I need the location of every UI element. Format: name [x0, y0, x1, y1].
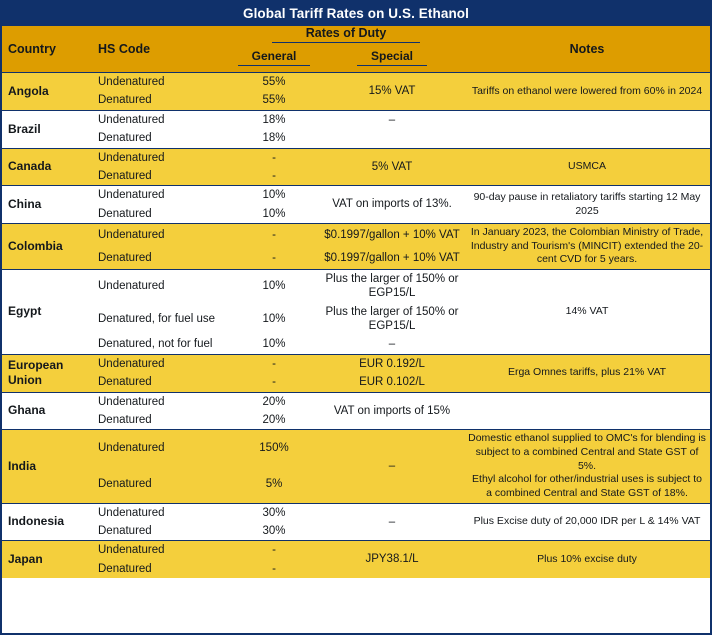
tariff-table	[2, 26, 710, 578]
column-header-special-label: Special	[357, 49, 427, 66]
column-header-general-label: General	[238, 49, 311, 66]
cell-hs-code: Undenatured	[90, 186, 228, 205]
cell-notes: 14% VAT	[464, 269, 710, 354]
cell-general-rate: 20%	[228, 392, 320, 411]
cell-hs-code: Denatured, for fuel use	[90, 303, 228, 336]
table-row	[2, 503, 710, 522]
table-row	[2, 392, 710, 411]
cell-hs-code: Denatured	[90, 522, 228, 541]
cell-general-rate: 18%	[228, 129, 320, 148]
cell-hs-code: Undenatured	[90, 224, 228, 247]
cell-notes: Domestic ethanol supplied to OMC's for blending is subject to a combined Central and State GST of 5%. Ethyl alcohol for other/industrial uses is subject to a combined Central and State GST of 18%.	[464, 430, 710, 503]
cell-general-rate: 55%	[228, 91, 320, 110]
column-header-notes: Notes	[464, 26, 710, 73]
cell-notes	[464, 110, 710, 148]
cell-hs-code: Denatured	[90, 205, 228, 224]
cell-hs-code: Undenatured	[90, 269, 228, 302]
table-row	[2, 269, 710, 302]
cell-notes: Plus 10% excise duty	[464, 541, 710, 578]
cell-general-rate: 10%	[228, 335, 320, 354]
cell-special-rate: Plus the larger of 150% or EGP15/L	[320, 303, 464, 336]
table-header	[2, 26, 710, 73]
document-title: Global Tariff Rates on U.S. Ethanol	[2, 2, 710, 26]
cell-hs-code: Undenatured	[90, 73, 228, 92]
cell-country: China	[2, 186, 90, 224]
cell-notes: Plus Excise duty of 20,000 IDR per L & 14% VAT	[464, 503, 710, 541]
cell-hs-code: Denatured, not for fuel	[90, 335, 228, 354]
table-row	[2, 541, 710, 560]
cell-country: Ghana	[2, 392, 90, 430]
cell-hs-code: Undenatured	[90, 392, 228, 411]
cell-hs-code: Denatured	[90, 246, 228, 269]
table-row	[2, 354, 710, 373]
cell-general-rate: 30%	[228, 503, 320, 522]
cell-general-rate: -	[228, 167, 320, 186]
cell-hs-code: Denatured	[90, 373, 228, 392]
cell-hs-code: Denatured	[90, 167, 228, 186]
cell-special-rate: Plus the larger of 150% or EGP15/L	[320, 269, 464, 302]
column-header-hs-code: HS Code	[90, 26, 228, 73]
cell-notes	[464, 392, 710, 430]
column-header-general	[228, 46, 320, 73]
cell-general-rate: -	[228, 148, 320, 167]
cell-hs-code: Denatured	[90, 466, 228, 503]
cell-general-rate: 20%	[228, 411, 320, 430]
cell-country: Angola	[2, 73, 90, 111]
table-row	[2, 430, 710, 467]
table-row	[2, 148, 710, 167]
cell-country: Egypt	[2, 269, 90, 354]
cell-country: European Union	[2, 354, 90, 392]
cell-hs-code: Denatured	[90, 91, 228, 110]
cell-general-rate: -	[228, 373, 320, 392]
cell-hs-code: Undenatured	[90, 148, 228, 167]
cell-general-rate: 18%	[228, 110, 320, 129]
table-body	[2, 73, 710, 579]
cell-general-rate: -	[228, 224, 320, 247]
cell-special-rate: VAT on imports of 15%	[320, 392, 464, 430]
cell-general-rate: -	[228, 541, 320, 560]
column-header-special	[320, 46, 464, 73]
cell-hs-code: Undenatured	[90, 541, 228, 560]
column-header-rates-of-duty	[228, 26, 464, 46]
cell-hs-code: Undenatured	[90, 110, 228, 129]
cell-general-rate: -	[228, 560, 320, 578]
cell-country: Japan	[2, 541, 90, 578]
cell-special-rate: –	[320, 110, 464, 129]
column-header-country: Country	[2, 26, 90, 73]
table-row	[2, 186, 710, 205]
cell-general-rate: 5%	[228, 466, 320, 503]
cell-notes: Erga Omnes tariffs, plus 21% VAT	[464, 354, 710, 392]
cell-notes: In January 2023, the Colombian Ministry of Trade, Industry and Tourism's (MINCIT) extended the 20-cent CVD for 5 years.	[464, 224, 710, 270]
cell-notes: 90-day pause in retaliatory tariffs starting 12 May 2025	[464, 186, 710, 224]
cell-general-rate: -	[228, 246, 320, 269]
cell-special-rate: JPY38.1/L	[320, 541, 464, 578]
cell-hs-code: Undenatured	[90, 354, 228, 373]
cell-general-rate: 150%	[228, 430, 320, 467]
cell-special-rate: 5% VAT	[320, 148, 464, 186]
cell-country: Colombia	[2, 224, 90, 270]
cell-hs-code: Denatured	[90, 560, 228, 578]
cell-general-rate: 55%	[228, 73, 320, 92]
cell-special-rate: EUR 0.192/L	[320, 354, 464, 373]
cell-country: Indonesia	[2, 503, 90, 541]
cell-general-rate: 10%	[228, 205, 320, 224]
cell-hs-code: Denatured	[90, 129, 228, 148]
cell-special-rate: –	[320, 503, 464, 541]
cell-country: Brazil	[2, 110, 90, 148]
cell-general-rate: 10%	[228, 269, 320, 302]
cell-notes: Tariffs on ethanol were lowered from 60% in 2024	[464, 73, 710, 111]
cell-special-rate: $0.1997/gallon + 10% VAT	[320, 246, 464, 269]
cell-special-rate: –	[320, 430, 464, 503]
cell-hs-code: Undenatured	[90, 503, 228, 522]
cell-general-rate: 10%	[228, 186, 320, 205]
cell-country: Canada	[2, 148, 90, 186]
cell-hs-code: Denatured	[90, 411, 228, 430]
cell-special-rate: $0.1997/gallon + 10% VAT	[320, 224, 464, 247]
table-row	[2, 110, 710, 129]
cell-country: India	[2, 430, 90, 503]
cell-general-rate: 10%	[228, 303, 320, 336]
cell-general-rate: 30%	[228, 522, 320, 541]
cell-notes: USMCA	[464, 148, 710, 186]
cell-special-rate: –	[320, 335, 464, 354]
cell-special-rate	[320, 129, 464, 148]
cell-special-rate: EUR 0.102/L	[320, 373, 464, 392]
column-header-rates-of-duty-label: Rates of Duty	[272, 26, 421, 43]
cell-special-rate: VAT on imports of 13%.	[320, 186, 464, 224]
cell-hs-code: Undenatured	[90, 430, 228, 467]
cell-general-rate: -	[228, 354, 320, 373]
cell-special-rate: 15% VAT	[320, 73, 464, 111]
table-row	[2, 73, 710, 92]
table-row	[2, 224, 710, 247]
